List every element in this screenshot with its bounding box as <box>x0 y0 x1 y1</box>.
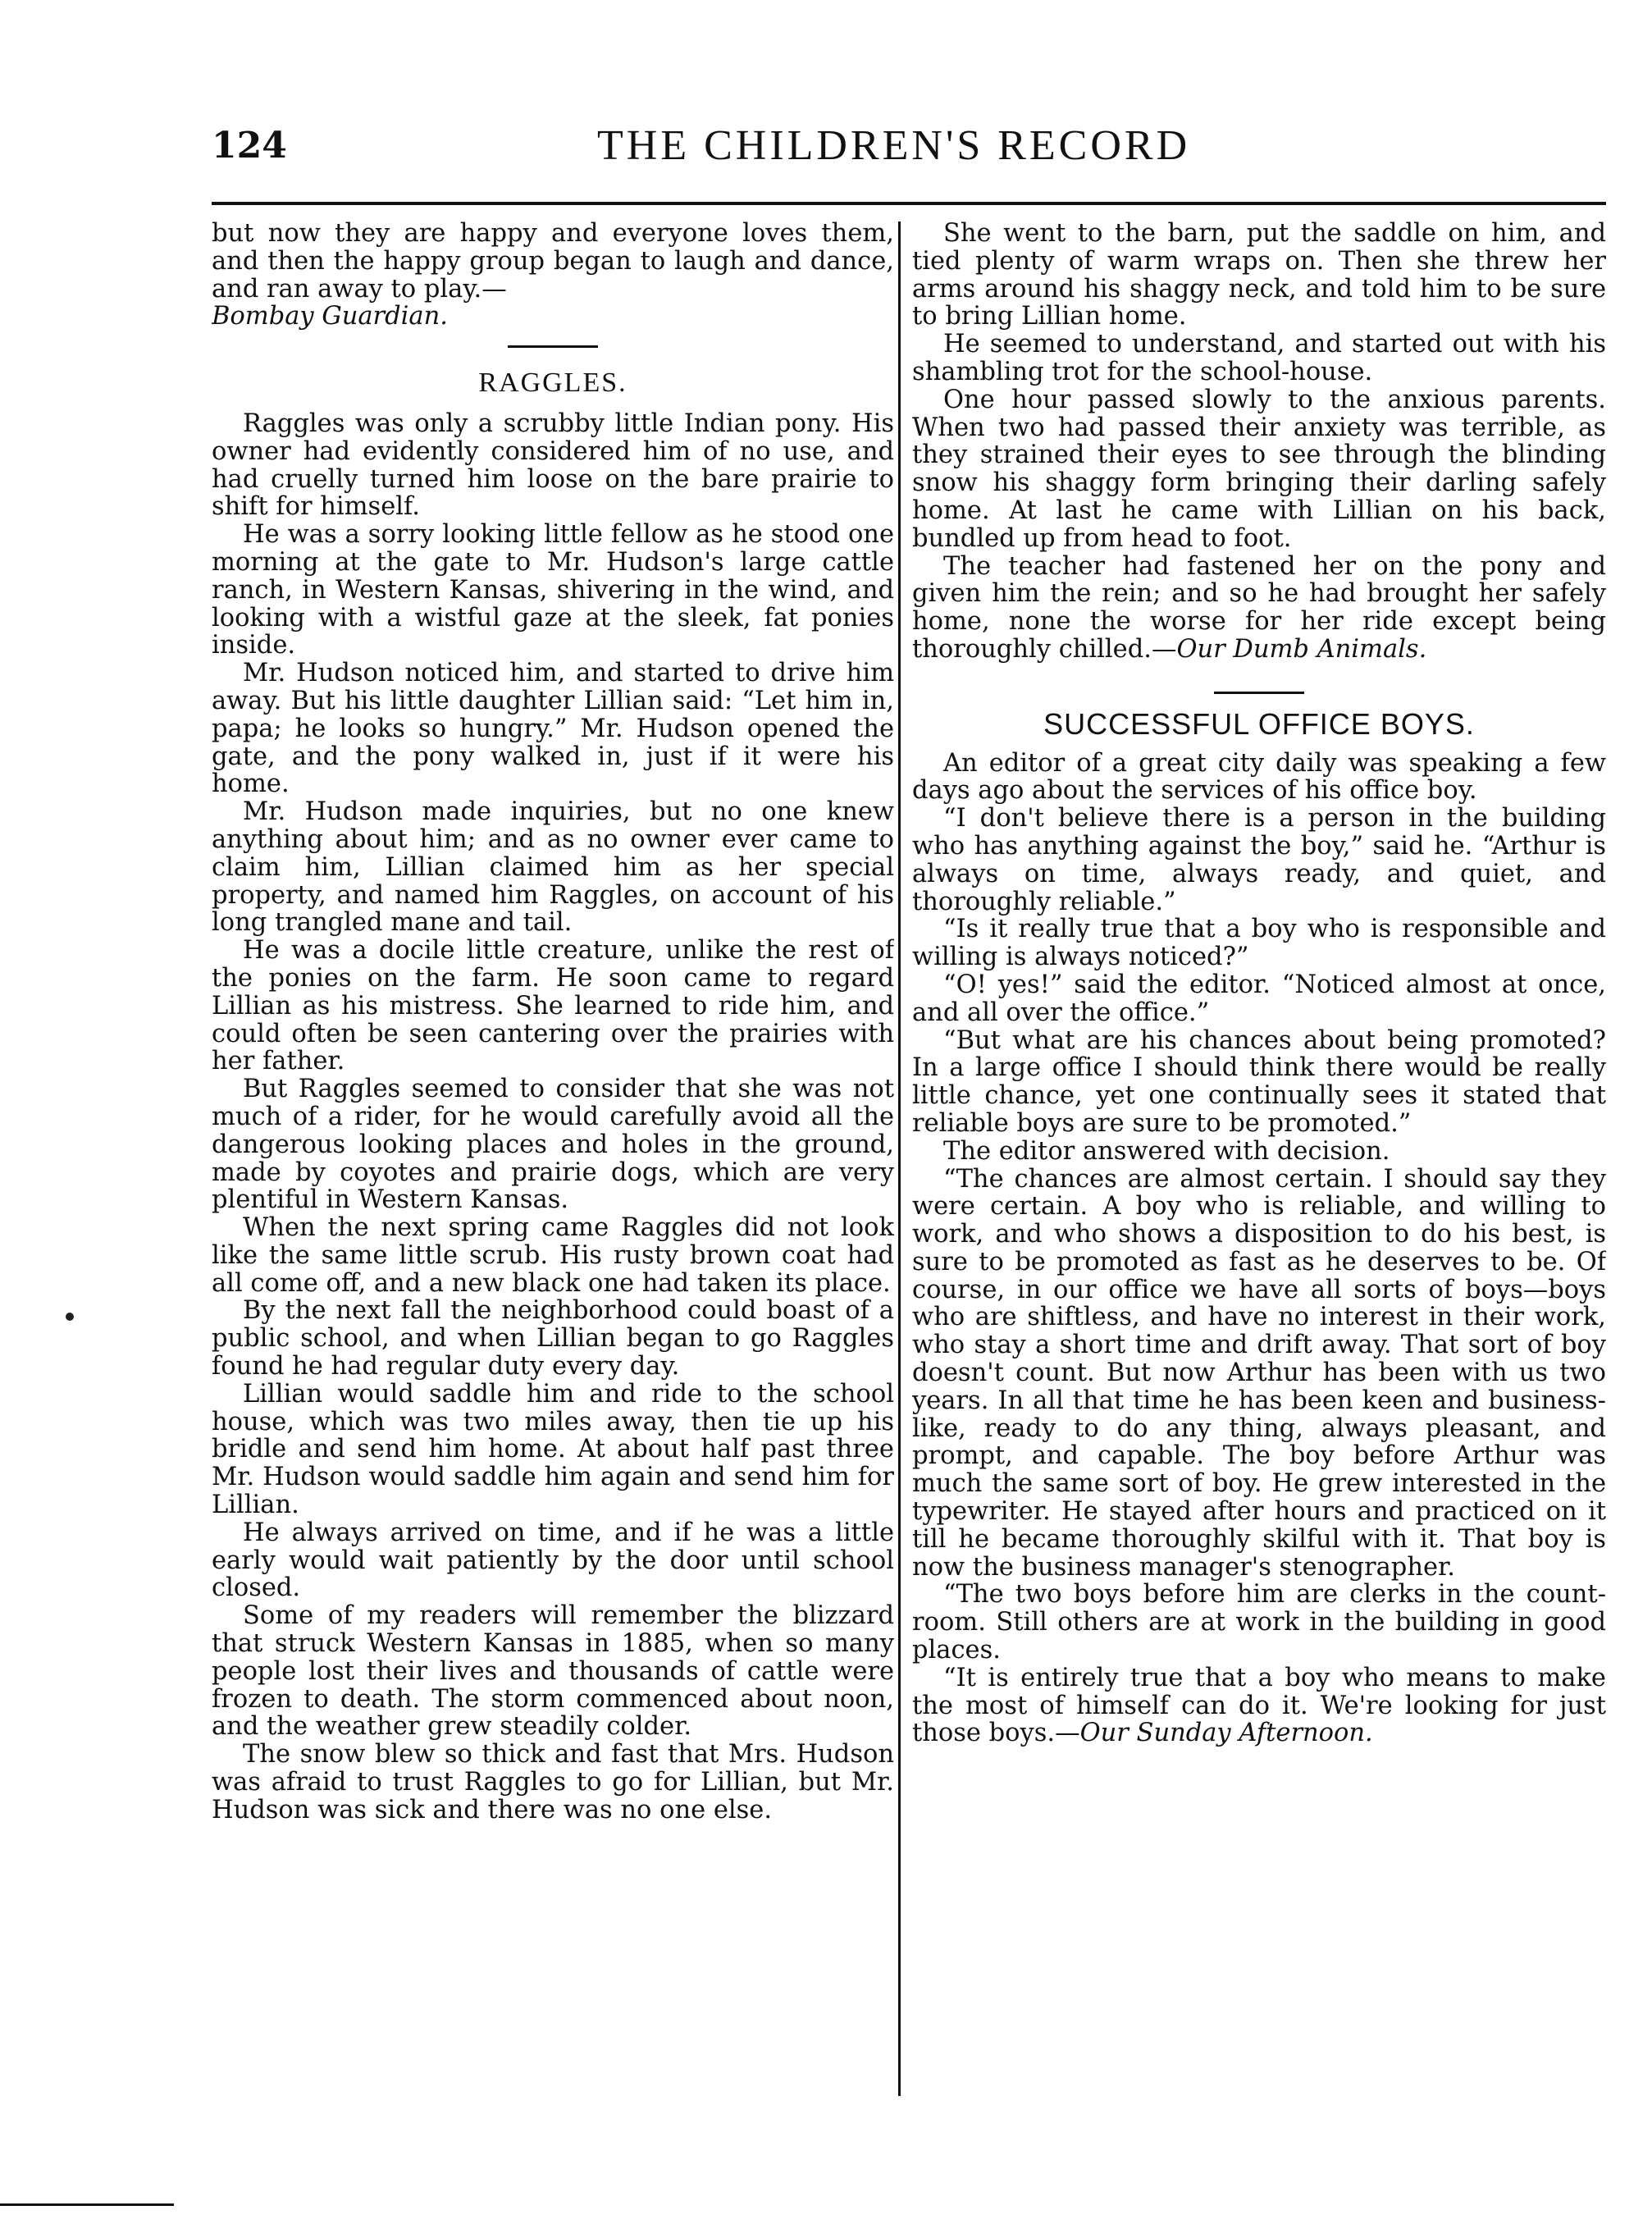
print-speck <box>66 1313 74 1321</box>
article-paragraph: Mr. Hudson made inquiries, but no one knew anything about him; and as no owner ever came to claim him, Lillian claimed him as her special property, and named him Raggles, on account of his long trangled mane and tail. <box>212 797 894 938</box>
article-paragraph: “The chances are almost certain. I should say they were certain. A boy who is reliable, and willing to work, and who shows a disposition to do his best, is sure to be promoted as fast as he deserves to be. Of course, in our office we have all sorts of boys—boys who are shiftless, and have no interest in their work, who stay a short time and drift away. That sort of boy doesn't count. But now Arthur has been with us two years. In all that time he has been keen and business-like, ready to do any thing, always pleasant, and prompt, and capable. The boy before Arthur was much the same sort of boy. He grew interested in the typewriter. He stayed after hours and practiced on it till he became thoroughly skilful with it. That boy is now the business manager's stenographer. <box>912 1164 1606 1582</box>
article-paragraph: When the next spring came Raggles did not look like the same little scrub. His rusty brown coat had all come off, and a new black one had taken its place. <box>212 1213 894 1298</box>
article-paragraph: He was a docile little creature, unlike the rest of the ponies on the farm. He soon came to regard Lillian as his mistress. She learned to ride him, and could often be seen cantering over the prairies with her father. <box>212 936 894 1076</box>
article-paragraph: Mr. Hudson noticed him, and started to drive him away. But his little daughter Lillian said: “Let him in, papa; he looks so hungry.” Mr. Hudson opened the gate, and the pony walked in, just if it were his home. <box>212 659 894 799</box>
footer-rule <box>0 2203 174 2206</box>
intro-paragraph <box>212 220 894 331</box>
article-paragraph: One hour passed slowly to the anxious parents. When two had passed their anxiety was terrible, as they strained their eyes to see through the blinding snow his shaggy form bringing their darling safely home. At last he came with Lillian on his back, bundled up from head to foot. <box>912 385 1606 553</box>
article-paragraph: Lillian would saddle him and ride to the school house, which was two miles away, then tie up his bridle and send him home. At about half past three Mr. Hudson would saddle him again and send him for Lillian. <box>212 1379 894 1520</box>
article-paragraph: She went to the barn, put the saddle on him, and tied plenty of warm wraps on. Then she threw her arms around his shaggy neck, and told him to be sure to bring Lillian home. <box>912 220 1606 331</box>
article-paragraph: The editor answered with decision. <box>943 1136 1390 1166</box>
article-paragraph <box>912 1664 1606 1747</box>
page-header <box>212 116 1606 182</box>
article-paragraph: He was a sorry looking little fellow as he stood one morning at the gate to Mr. Hudson's large cattle ranch, in Western Kansas, shivering in the wind, and looking with a wistful gaze at the sleek, fat ponies inside. <box>212 520 894 660</box>
header-rule <box>212 202 1606 205</box>
article-paragraph: By the next fall the neighborhood could boast of a public school, and when Lillian began to go Raggles found he had regular duty every day. <box>212 1296 894 1381</box>
section-divider <box>1214 692 1304 694</box>
column-divider <box>898 221 901 2096</box>
article-paragraph: An editor of a great city daily was speaking a few days ago about the services of his office boy. <box>912 748 1606 806</box>
article-paragraph: But Raggles seemed to consider that she was not much of a rider, for he would carefully avoid all the dangerous looking places and holes in the ground, made by coyotes and prairie dogs, which are very plentiful in Western Kansas. <box>212 1075 894 1215</box>
article-paragraph: “Is it really true that a boy who is responsible and willing is always noticed?” <box>912 915 1606 972</box>
article-paragraph: “O! yes!” said the editor. “Noticed almost at once, and all over the office.” <box>912 970 1606 1027</box>
page-number: 124 <box>212 125 287 167</box>
article-paragraph: He seemed to understand, and started out with his shambling trot for the school-house. <box>912 330 1606 386</box>
intro-text: but now they are happy and everyone loves them, and then the happy group began to laugh and dance, and ran away to play.— <box>212 220 894 304</box>
article-title-office-boys: SUCCESSFUL OFFICE BOYS. <box>1043 706 1475 741</box>
article-source: Our Dumb Animals. <box>1176 634 1427 664</box>
article-title-raggles: RAGGLES. <box>478 368 627 399</box>
article-paragraph: He always arrived on time, and if he was a little early would wait patiently by the door until school closed. <box>212 1518 894 1603</box>
article-paragraph <box>912 553 1606 664</box>
right-column <box>912 220 1606 2098</box>
article-paragraph: “The two boys before him are clerks in the count-room. Still others are at work in the building in good places. <box>912 1580 1606 1665</box>
article-source: Our Sunday Afternoon. <box>1079 1719 1373 1748</box>
left-column <box>212 220 894 2098</box>
running-title: THE CHILDREN'S RECORD <box>597 122 1191 169</box>
section-divider <box>508 345 598 348</box>
article-paragraph-text: The teacher had fastened her on the pony and given him the rein; and so he had brought her safely home, none the worse for her ride except being thoroughly chilled.— <box>912 551 1606 664</box>
intro-source: Bombay Guardian. <box>212 302 448 331</box>
article-paragraph: “But what are his chances about being promoted? In a large office I should think there would be really little chance, yet one continually sees it stated that reliable boys are sure to be promoted.” <box>912 1025 1606 1138</box>
article-paragraph: The snow blew so thick and fast that Mrs. Hudson was afraid to trust Raggles to go for Lillian, but Mr. Hudson was sick and there was no one else. <box>212 1740 894 1824</box>
article-paragraph: “I don't believe there is a person in the building who has anything against the boy,” said he. “Arthur is always on time, always ready, and quiet, and thoroughly reliable.” <box>912 804 1606 916</box>
article-paragraph: Some of my readers will remember the blizzard that struck Western Kansas in 1885, when so many people lost their lives and thousands of cattle were frozen to death. The storm commenced about noon, and the weather grew steadily colder. <box>212 1601 894 1742</box>
article-paragraph: Raggles was only a scrubby little Indian pony. His owner had evidently considered him of no use, and had cruelly turned him loose on the bare prairie to shift for himself. <box>212 409 894 522</box>
article-paragraph-text: “It is entirely true that a boy who means to make the most of himself can do it. We're looking for just those boys.— <box>912 1663 1606 1748</box>
